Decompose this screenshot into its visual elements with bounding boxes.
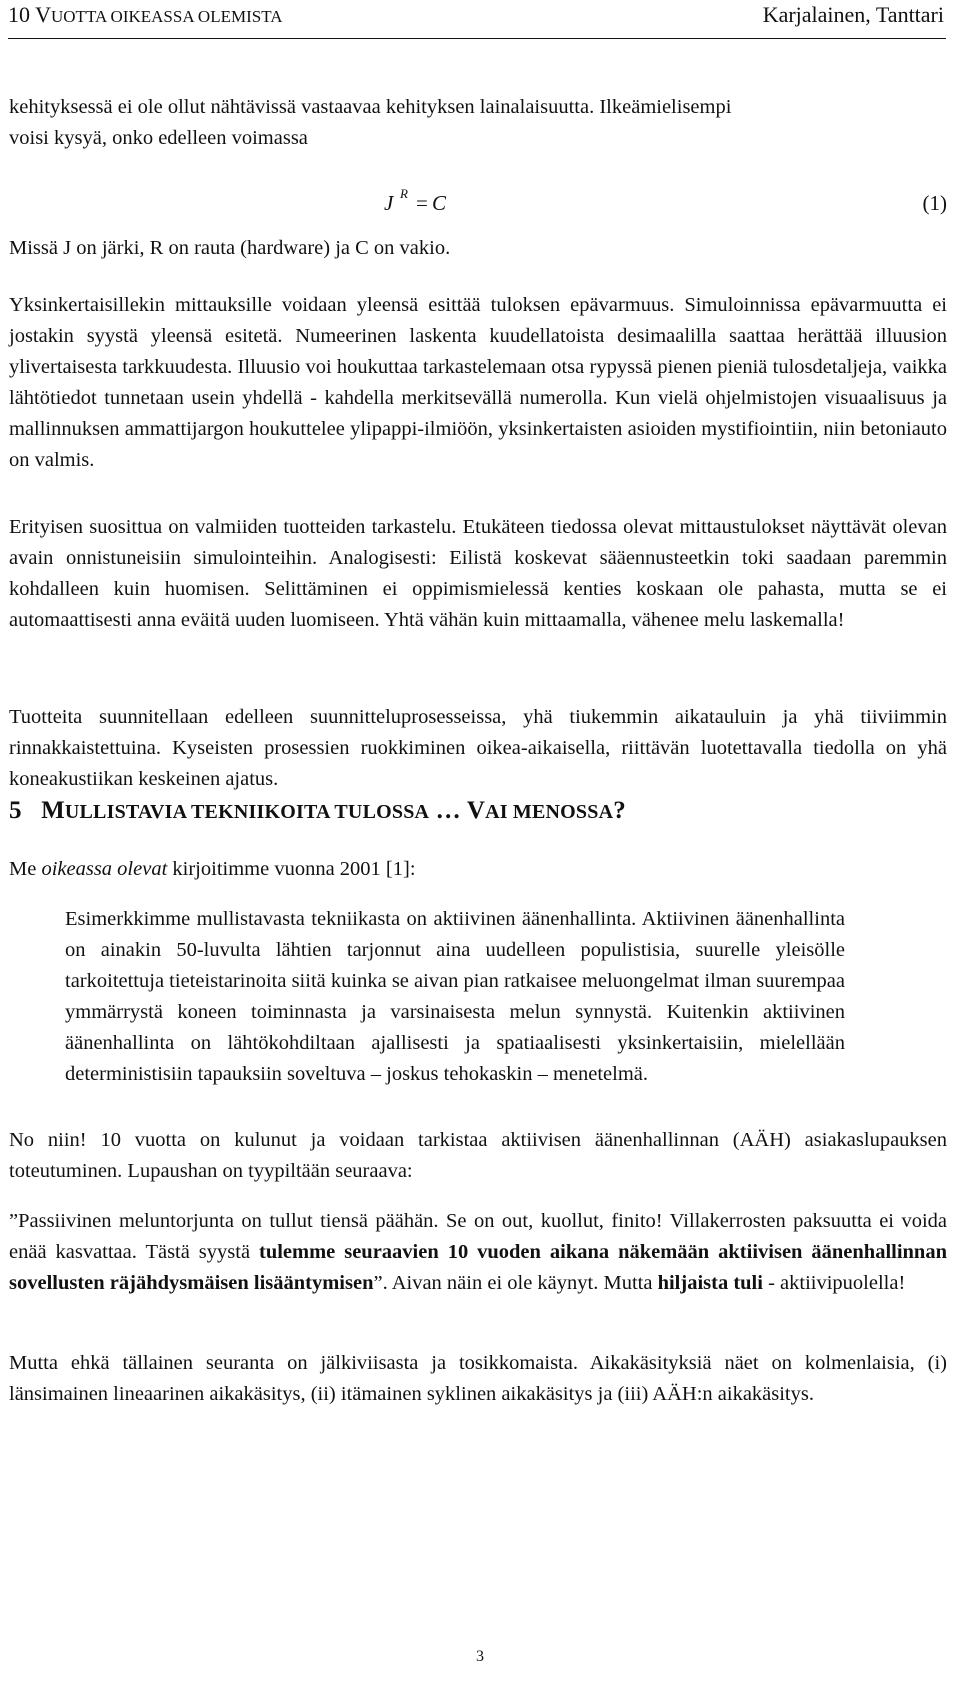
equation-1 [9,188,947,222]
equation-base: J [384,191,394,215]
paragraph-6: Mutta ehkä tällainen seuranta on jälkiviisasta ja tosikkomaista. Aikakäsityksiä näet on kolmenlaisia, (i) länsimainen lineaarinen aikakäsitys, (ii) itämainen syklinen aikakäsitys ja (iii) AÄH:n aikakäsitys. [9,1352,947,1405]
block-quote: Esimerkkimme mullistavasta tekniikasta on aktiivinen äänenhallinta. Aktiivinen äänenhallinta on ainakin 50-luvulta lähtien tarjonnut aina uudelleen populistisia, suurelle yleisölle tarkoitettuja tieteistarinoita siitä kuinka se aivan pian ratkaisee meluongelmat ilman suurempaa ymmärrystä koneen toiminnasta ja varsinaisesta melun synnystä. Kuitenkin aktiivinen äänenhallinta on lähtökohdiltaan ajallisesti ja spatiaalisesti yksinkertaisiin, mielellään deterministisiin tapauksiin soveltuva – joskus tehokaskin – menetelmä. [65,908,845,1085]
paragraph-4: No niin! 10 vuotta on kulunut ja voidaan tarkistaa aktiivisen äänenhallinnan (AÄH) asiakaslupauksen toteutuminen. Lupaushan on tyypiltään seuraava: [9,1129,947,1182]
section-heading: 5 MULLISTAVIA TEKNIIKOITA TULOSSA … VAI MENOSSA? [9,797,626,824]
equation-operator: = [416,191,428,215]
paragraph-5: ”Passiivinen meluntorjunta on tullut tiensä päähän. Se on out, kuollut, finito! Villakerrosten paksuutta ei voida enää kasvattaa. Tästä syystä tulemme seuraavien 10 vuoden aikana näkemään aktiivisen äänenhallinnan sovellusten räjähdysmäisen lisääntymisen”. Aivan näin ei ole käynyt. Mutta hiljaista tuli - aktiivipuolella! [9,1210,947,1294]
paragraph-3: Tuotteita suunnitellaan edelleen suunnitteluprosesseissa, yhä tiukemmin aikatauluin ja yhä tiiviimmin rinnakkaistettuina. Kyseisten prosessien ruokkiminen oikea-aikaisella, riittävän luotettavalla tiedolla on yhä koneakustiikan keskeinen ajatus. [9,706,947,790]
intro-paragraph [9,92,947,154]
paragraph-1: Yksinkertaisillekin mittauksille voidaan yleensä esittää tuloksen epävarmuus. Simuloinnissa epävarmuutta ei jostakin syystä yleensä esitetä. Numeerinen laskenta kuudellatoista desimaalilla saattaa herättää illuusion ylivertaisesta tarkkuudesta. Illuusio voi houkuttaa tarkastelemaan otsa rypyssä pienen pieniä tulosdetaljeja, vaikka lähtötiedot tunnetaan usein yhdellä - kahdella merkitsevällä numerolla. Kun vielä ohjelmistojen visuaalisuus ja mallinnuksen ammattijargon houkuttelee ylipappi-ilmiöön, yksinkertaisten asioiden mystifiointiin, niin betoniauto on valmis. [9,294,947,471]
header-title: 10 VUOTTA OIKEASSA OLEMISTA [8,2,283,27]
intro-line-2: voisi kysyä, onko edelleen voimassa [9,127,308,149]
page-number: 3 [476,1648,484,1665]
intro-line-1: kehityksessä ei ole ollut nähtävissä vastaavaa kehityksen lainalaisuutta. Ilkeämielisempi [9,96,732,118]
equation-note: Missä J on järki, R on rauta (hardware) ja C on vakio. [9,237,451,259]
equation-rhs: C [432,191,447,215]
paragraph-2: Erityisen suosittua on valmiiden tuotteiden tarkastelu. Etukäteen tiedossa olevat mittaustulokset näyttävät olevan avain onnistuneisiin simulointeihin. Analogisesti: Eilistä koskevat sääennusteetkin toki saadaan paremmin kohdalleen kuin huomisen. Selittäminen ei oppimismielessä kenties koskaan ole pahasta, mutta se ei automaattisesti anna eväitä uuden luomiseen. Yhtä vähän kuin mittaamalla, vähenee melu laskemalla! [9,516,947,631]
running-header [8,0,944,36]
equation-superscript: R [400,186,408,201]
citation-line: Me oikeassa olevat kirjoitimme vuonna 2001 [1]: [9,858,416,880]
equation-number: (1) [922,191,947,215]
header-authors: Karjalainen, Tanttari [762,2,944,27]
header-rule [8,38,946,39]
